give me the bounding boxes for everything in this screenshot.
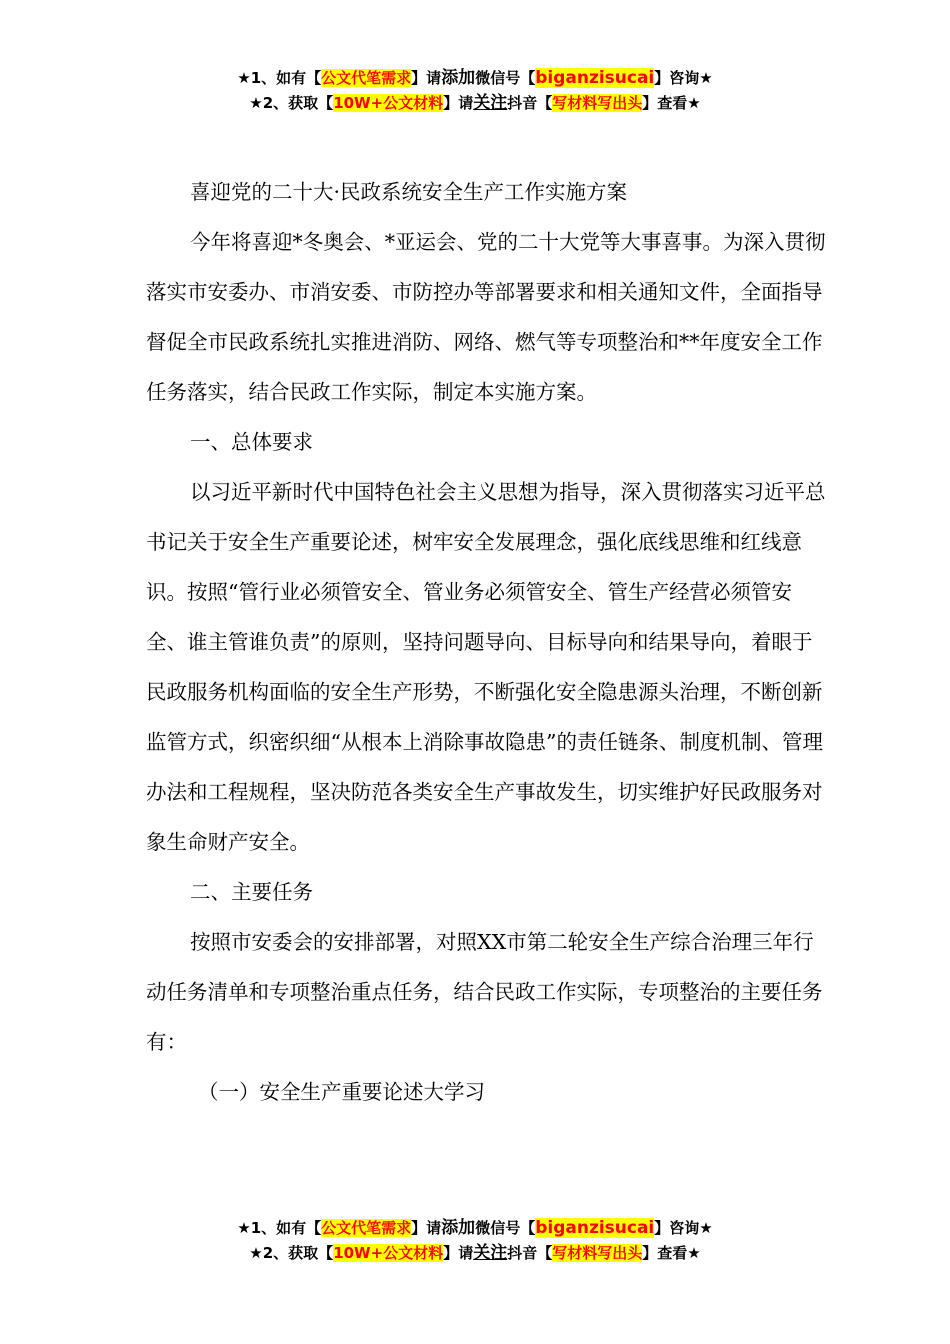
wechat-id: biganzisucai bbox=[535, 1218, 655, 1238]
section-paragraph: 以习近平新时代中国特色社会主义思想为指导，深入贯彻落实习近平总书记关于安全生产重要论述，树牢安全发展理念，强化底线思维和红线意识。按照“管行业必须管安全、管业务必须管安全、管生产经营必须管安全、谁主管谁负责”的原则，坚持问题导向、目标导向和结果导向，着眼于民政服务机构面临的安全生产形势，不断强化安全隐患源头治理，不断创新监管方式，织密织细“从根本上消除事故隐患”的责任链条、制度机制、管理办法和工程规程，坚决防范各类安全生产事故发生，切实维护好民政服务对象生命财产安全。 bbox=[146, 480, 826, 854]
promo-line-1: ★1、如有【公文代笔需求】请添加微信号【biganzisucai】咨询★ bbox=[237, 68, 713, 88]
douyin-id: 写材料写出头 bbox=[552, 1244, 643, 1262]
highlight-text: 公文代笔需求 bbox=[321, 69, 412, 87]
highlight-text: 10W+公文材料 bbox=[333, 94, 444, 112]
highlight-text: 10W+公文材料 bbox=[333, 1244, 444, 1262]
douyin-id: 写材料写出头 bbox=[552, 94, 643, 112]
promo-banner-bottom bbox=[0, 1216, 950, 1266]
document-title: 喜迎党的二十大·民政系统安全生产工作实施方案 bbox=[190, 180, 628, 204]
document-body bbox=[146, 167, 826, 1117]
wechat-id: biganzisucai bbox=[535, 68, 655, 88]
section-heading: 二、主要任务 bbox=[190, 880, 313, 904]
highlight-text: 公文代笔需求 bbox=[321, 1219, 412, 1237]
subsection-heading: （一）安全生产重要论述大学习 bbox=[198, 1080, 485, 1104]
section-paragraph: 按照市安委会的安排部署，对照XX市第二轮安全生产综合治理三年行动任务清单和专项整治重点任务，结合民政工作实际，专项整治的主要任务有： bbox=[146, 930, 823, 1054]
promo-line-2: ★2、获取【10W+公文材料】请关注抖音【写材料写出头】查看★ bbox=[249, 93, 701, 113]
promo-line-1: ★1、如有【公文代笔需求】请添加微信号【biganzisucai】咨询★ bbox=[237, 1218, 713, 1238]
intro-paragraph: 今年将喜迎*冬奥会、*亚运会、党的二十大党等大事喜事。为深入贯彻落实市安委办、市消安委、市防控办等部署要求和相关通知文件，全面指导督促全市民政系统扎实推进消防、网络、燃气等专项整治和**年度安全工作任务落实，结合民政工作实际，制定本实施方案。 bbox=[146, 230, 826, 404]
section-heading: 一、总体要求 bbox=[190, 430, 313, 454]
promo-line-2: ★2、获取【10W+公文材料】请关注抖音【写材料写出头】查看★ bbox=[249, 1243, 701, 1263]
promo-banner-top bbox=[0, 66, 950, 116]
